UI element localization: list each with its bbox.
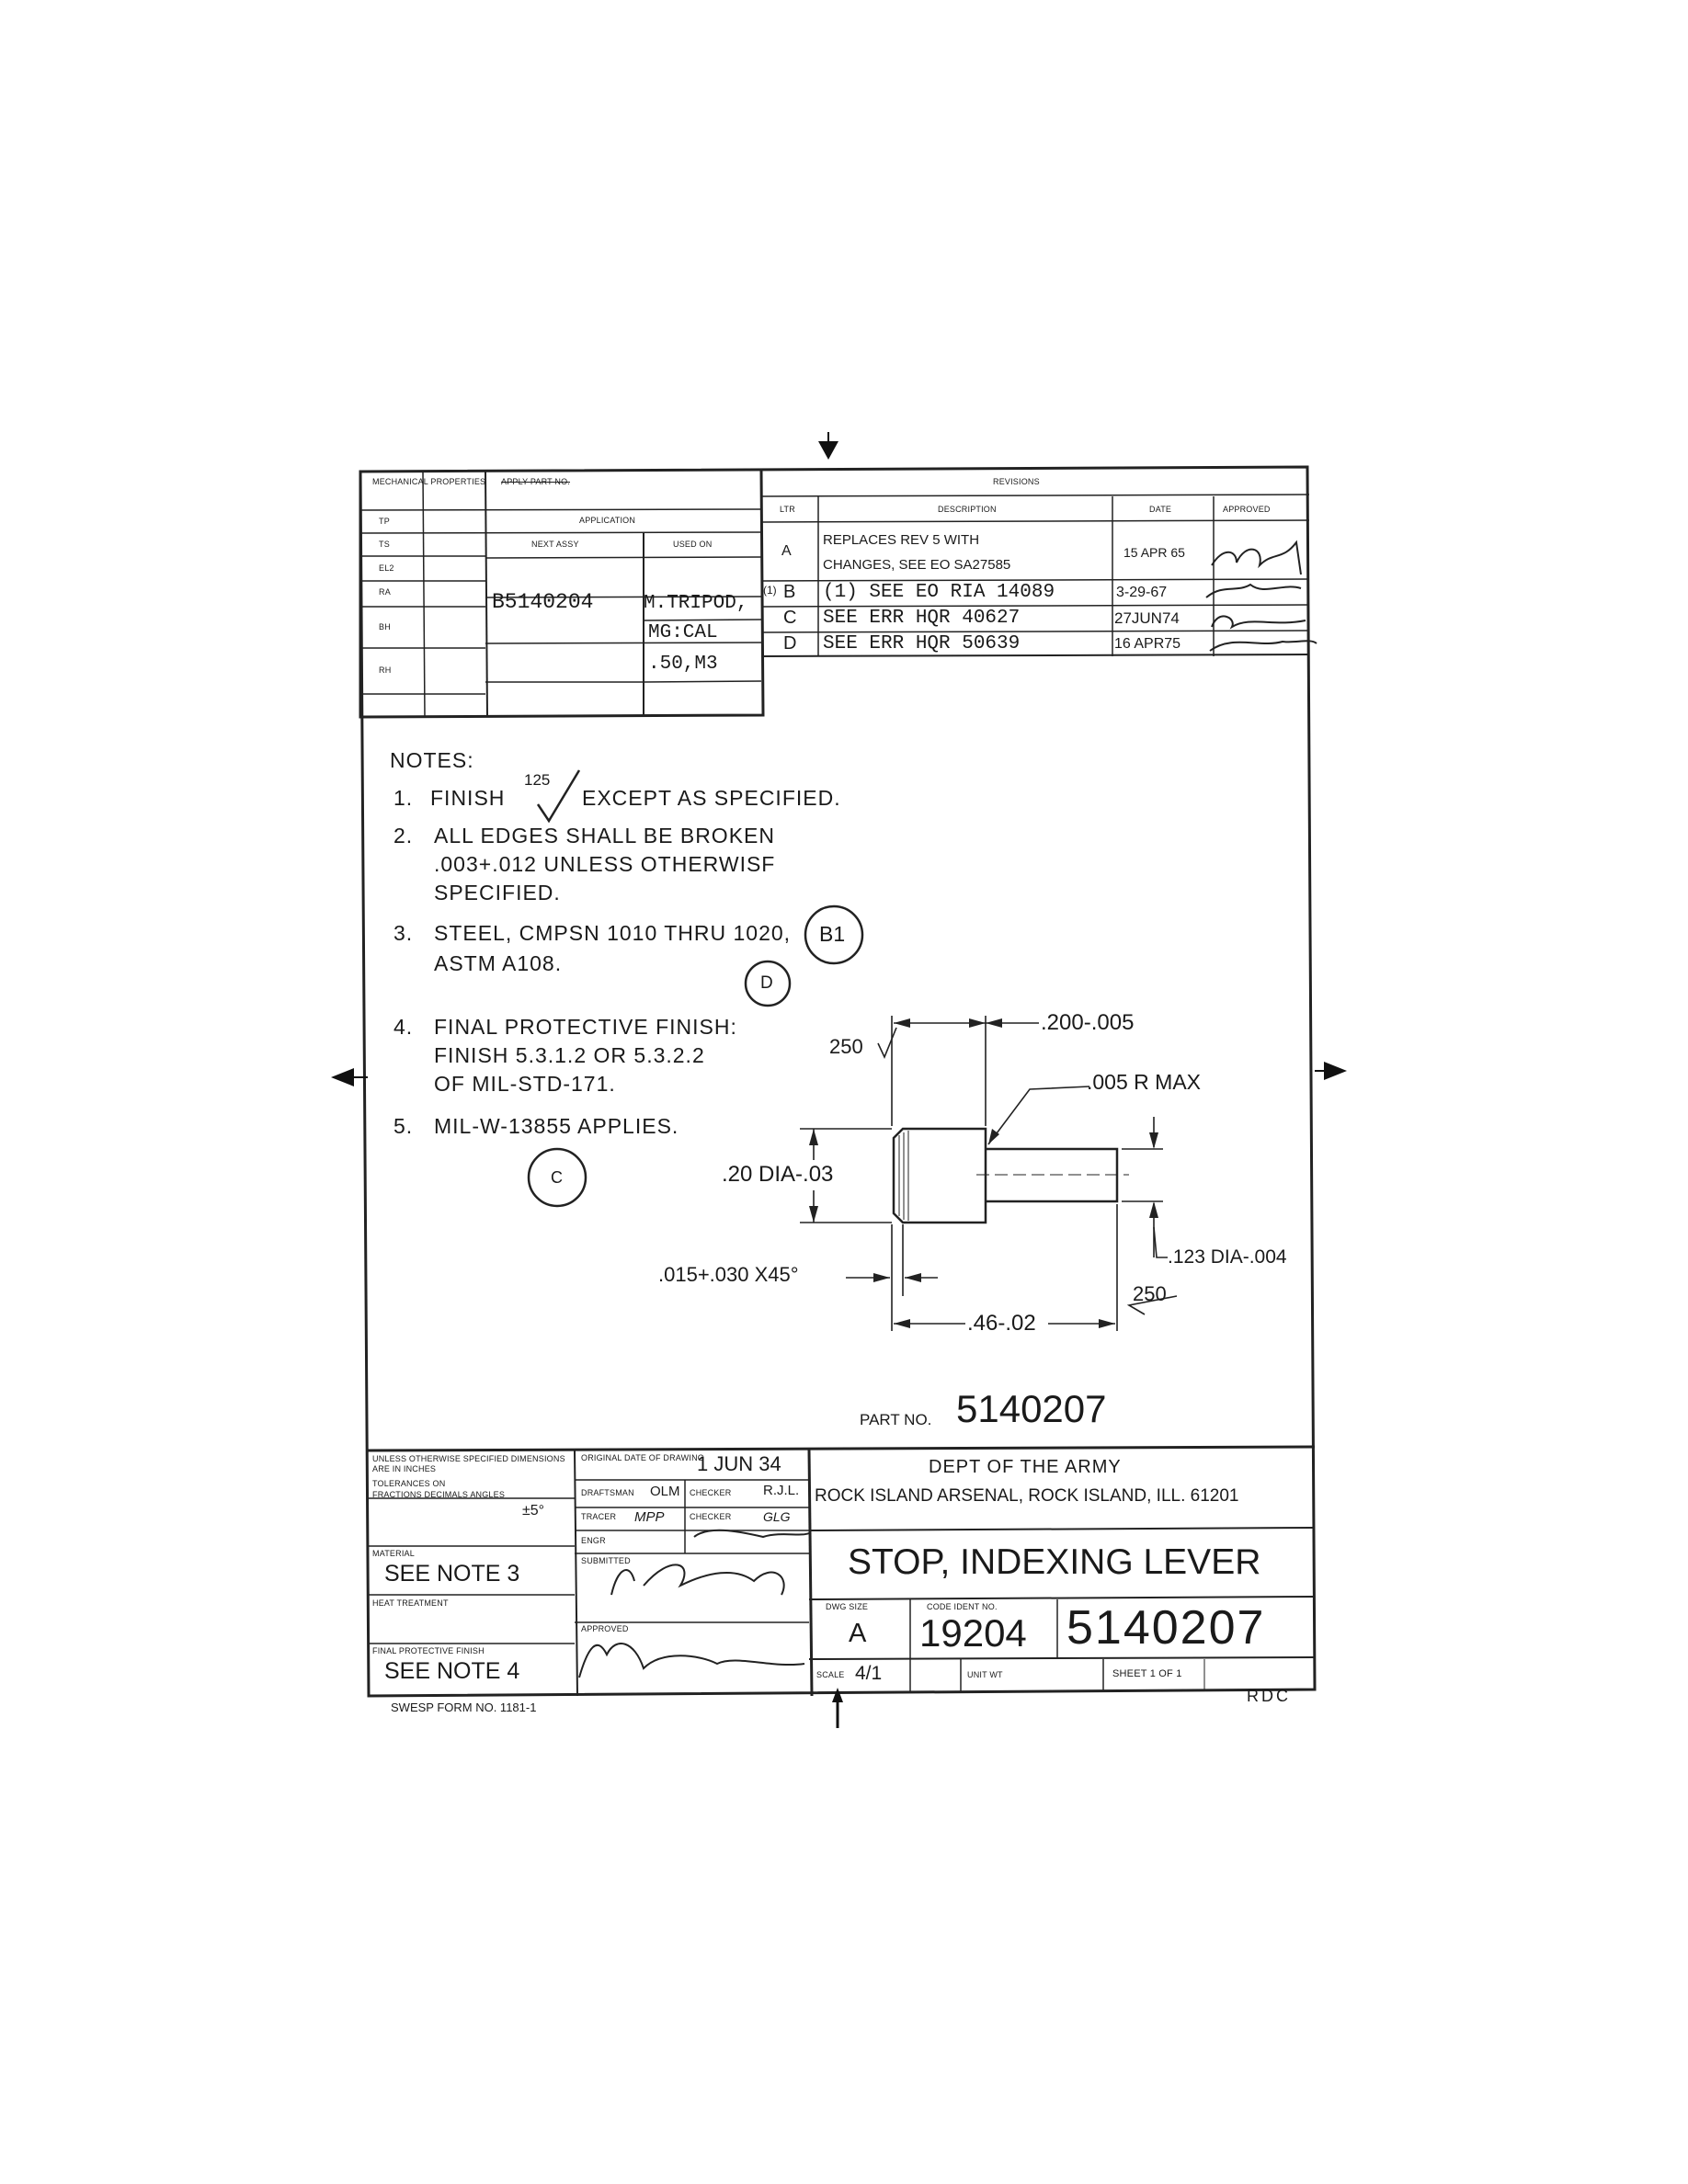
form-number: SWESP FORM NO. 1181-1 [391,1701,537,1714]
col-approved: APPROVED [1223,505,1271,514]
tracer-label: TRACER [581,1512,617,1521]
dwg-no: 5140207 [1066,1601,1266,1655]
mech-row-bh: BH [379,622,391,631]
drawing-title: STOP, INDEXING LEVER [848,1542,1261,1582]
signature-rev-b [1206,585,1301,597]
angle-tol: ±5° [522,1503,545,1519]
signature-submitted [611,1564,784,1595]
note-5-l1: MIL-W-13855 APPLIES. [434,1114,679,1138]
left-centering-arrow [331,1068,354,1086]
signature-checker2 [694,1530,809,1537]
approved-label: APPROVED [581,1624,629,1633]
rev-b-ltr: B [783,582,796,602]
mech-row-ts: TS [379,540,390,549]
mech-row-tp: TP [379,517,390,526]
dim-head-length: .200-.005 [1041,1010,1135,1035]
rev-b-marker: (1) [763,584,777,597]
checker2: GLG [763,1509,791,1524]
dim-radius: .005 R MAX [1087,1070,1201,1094]
bottom-centering-arrow [832,1688,843,1702]
note-4-l3: OF MIL-STD-171. [434,1072,616,1096]
note-4-l2: FINISH 5.3.1.2 OR 5.3.2.2 [434,1043,705,1067]
rev-a-date: 15 APR 65 [1123,545,1185,560]
dim-finish-250-top: 250 [829,1035,863,1058]
final-finish-value: SEE NOTE 4 [384,1658,520,1684]
mech-row-rh: RH [379,665,392,675]
rev-d-desc: SEE ERR HQR 50639 [823,633,1021,654]
used-on-line-2: MG:CAL [648,622,718,643]
signature-rev-c [1212,616,1306,627]
note-3-num: 3. [393,921,414,945]
dwg-size-label: DWG SIZE [826,1602,869,1611]
note-5-num: 5. [393,1114,414,1138]
rev-b-date: 3-29-67 [1116,585,1168,600]
dim-finish-250-bottom: 250 [1133,1282,1167,1305]
draftsman-label: DRAFTSMAN [581,1488,634,1497]
next-assy-value: B5140204 [492,590,594,614]
col-description: DESCRIPTION [938,505,997,514]
original-date: 1 JUN 34 [697,1452,781,1475]
col-used-on: USED ON [673,540,713,549]
note-1-a: FINISH [430,786,506,810]
rev-b-desc: (1) SEE EO RIA 14089 [823,582,1055,603]
rev-circle-d-label: D [760,973,773,993]
application-header: APPLICATION [579,516,636,525]
rev-d-date: 16 APR75 [1114,636,1181,652]
rev-c-desc: SEE ERR HQR 40627 [823,608,1021,629]
checker-label: CHECKER [690,1488,732,1497]
dept-name: DEPT OF THE ARMY [929,1457,1122,1477]
unit-wt-label: UNIT WT [967,1670,1003,1679]
rev-circle-c-label: C [551,1168,563,1187]
dim-chamfer: .015+.030 X45° [658,1263,799,1286]
col-next-assy: NEXT ASSY [531,540,579,549]
note-2-num: 2. [393,824,414,847]
arsenal-name: ROCK ISLAND ARSENAL, ROCK ISLAND, ILL. 61201 [815,1486,1239,1506]
scale-value: 4/1 [855,1663,883,1684]
code-ident-label: CODE IDENT NO. [927,1602,998,1611]
material-label: MATERIAL [372,1549,415,1558]
part-outline [894,1129,1129,1223]
material-value: SEE NOTE 3 [384,1561,520,1587]
revisions-header: REVISIONS [993,477,1040,486]
mech-row-ra: RA [379,587,391,597]
note-2-l1: ALL EDGES SHALL BE BROKEN [434,824,775,847]
rev-a-desc-2: CHANGES, SEE EO SA27585 [823,557,1011,573]
apply-part-no: APPLY PART NO. [501,477,570,486]
submitted-label: SUBMITTED [581,1556,631,1565]
dim-overall-length: .46-.02 [967,1311,1036,1336]
rev-a-ltr: A [781,543,792,559]
signature-rev-d [1210,641,1317,651]
right-centering-arrow [1324,1062,1347,1080]
note-1-sup: 125 [524,771,551,789]
col-date: DATE [1149,505,1172,514]
unless-note: UNLESS OTHERWISE SPECIFIED DIMENSIONS ARE IN INCHES [372,1454,565,1473]
used-on-line-1: M.TRIPOD, [644,593,748,614]
tracer: MPP [634,1509,665,1525]
rev-c-ltr: C [783,608,797,628]
mech-row-el2: EL2 [379,563,394,573]
notes-title: NOTES: [390,748,474,772]
scale-label: SCALE [816,1670,845,1679]
dwg-size: A [849,1619,867,1648]
checker: R.J.L. [763,1483,800,1498]
code-ident: 19204 [919,1611,1027,1655]
corner-mark: RDC [1247,1687,1291,1705]
rev-a-desc-1: REPLACES REV 5 WITH [823,532,980,548]
part-no-value: 5140207 [956,1387,1107,1430]
note-1-num: 1. [393,786,414,810]
signature-approved [579,1644,804,1678]
checker2-label: CHECKER [690,1512,732,1521]
original-date-label: ORIGINAL DATE OF DRAWING [581,1453,704,1462]
engr-label: ENGR [581,1536,606,1545]
top-centering-arrow [818,441,838,460]
note-3-l1: STEEL, CMPSN 1010 THRU 1020, [434,921,792,945]
note-4-num: 4. [393,1015,414,1039]
note-2-l3: SPECIFIED. [434,881,561,904]
dim-shank-dia: .123 DIA-.004 [1168,1246,1287,1268]
used-on-line-3: .50,M3 [648,654,718,675]
part-no-label: PART NO. [860,1411,932,1428]
heat-treatment-label: HEAT TREATMENT [372,1598,449,1608]
signature-rev-a [1212,542,1301,574]
rev-c-date: 27JUN74 [1114,609,1180,627]
draftsman: OLM [650,1484,680,1499]
rev-d-ltr: D [783,633,797,654]
col-ltr: LTR [780,505,795,514]
sheet-label: SHEET 1 OF 1 [1112,1668,1182,1679]
note-2-l2: .003+.012 UNLESS OTHERWISF [434,852,776,876]
dimension-lines [800,1016,1177,1331]
mech-properties-header: MECHANICAL PROPERTIES [372,477,486,486]
note-4-l1: FINAL PROTECTIVE FINISH: [434,1015,737,1039]
tolerances-label: TOLERANCES ON [372,1479,446,1488]
final-finish-label: FINAL PROTECTIVE FINISH [372,1646,485,1655]
tol-headers: FRACTIONS DECIMALS ANGLES [372,1490,506,1499]
dimension-arrows [809,1018,1158,1328]
dim-head-dia: .20 DIA-.03 [722,1162,834,1187]
note-3-l2: ASTM A108. [434,951,563,975]
note-1-b: EXCEPT AS SPECIFIED. [582,786,841,810]
rev-circle-b1-label: B1 [819,922,846,946]
